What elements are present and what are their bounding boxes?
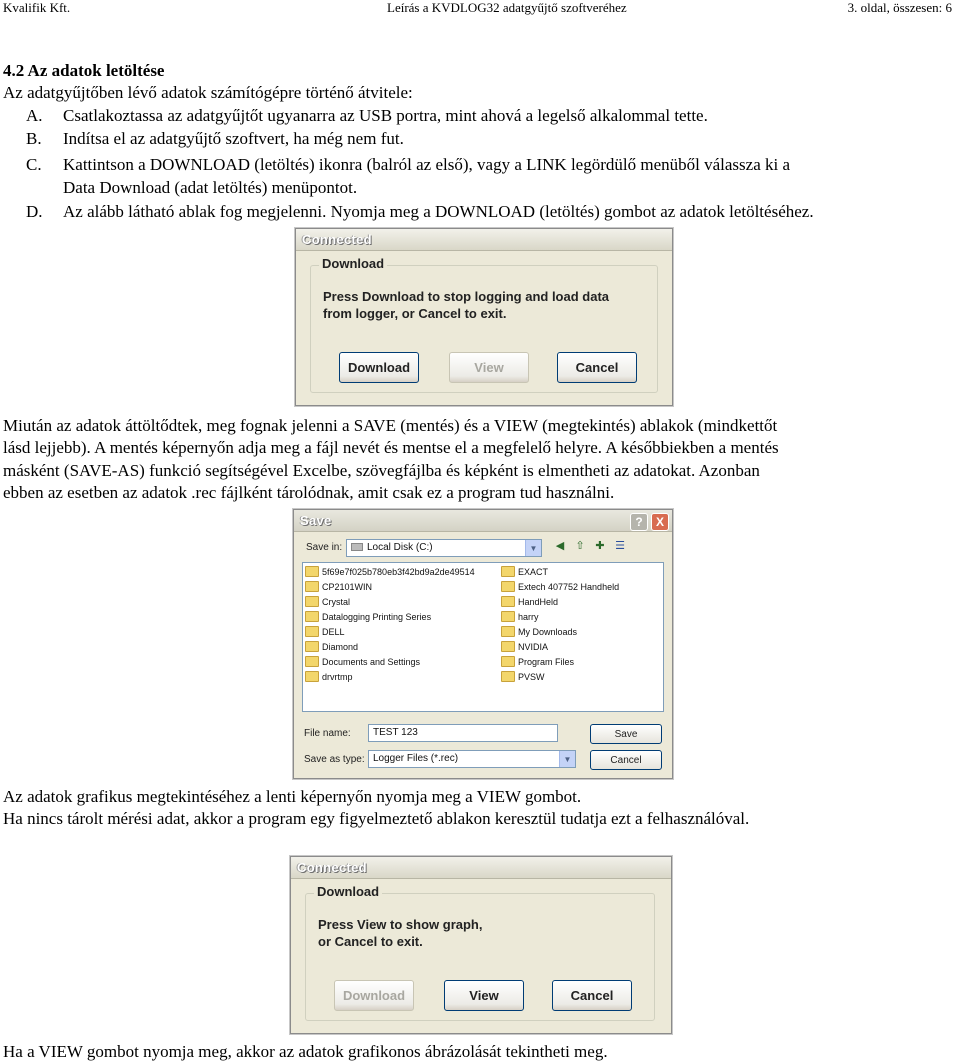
folder-icon — [305, 641, 319, 652]
list-item[interactable]: Documents and Settings — [305, 655, 420, 670]
list-item[interactable]: harry — [501, 610, 539, 625]
list-item[interactable]: HandHeld — [501, 595, 558, 610]
folder-icon — [501, 671, 515, 682]
step-text: Az alább látható ablak fog megjelenni. Nyomja meg a DOWNLOAD (letöltés) gombot az adatok letöltéséhez. — [63, 202, 814, 221]
list-item[interactable]: EXACT — [501, 565, 548, 580]
download-button[interactable]: Download — [334, 980, 414, 1011]
dialog-title: Connected — [297, 860, 367, 875]
list-item[interactable]: Program Files — [501, 655, 574, 670]
cancel-button[interactable]: Cancel — [552, 980, 632, 1011]
list-item[interactable]: DELL — [305, 625, 345, 640]
list-item[interactable]: 5f69e7f025b780eb3f42bd9a2de49514 — [305, 565, 475, 580]
save-in-combo[interactable] — [346, 539, 542, 557]
close-icon[interactable]: X — [651, 513, 669, 531]
folder-icon — [305, 566, 319, 577]
folder-icon — [305, 656, 319, 667]
folder-icon — [501, 611, 515, 622]
help-icon[interactable]: ? — [630, 513, 648, 531]
save-in-label: Save in: — [306, 542, 343, 553]
file-name-field[interactable]: TEST 123 — [368, 724, 558, 742]
chevron-down-icon[interactable]: ▼ — [559, 751, 575, 767]
folder-icon — [501, 596, 515, 607]
title-bar — [296, 229, 672, 251]
connected-dialog — [295, 228, 673, 406]
paragraph-line: ebben az esetben az adatok .rec fájlként tárolódnak, amit csak ez a program tud használni. — [3, 483, 615, 502]
drive-icon — [351, 543, 363, 551]
step-text: Indítsa el az adatgyűjtő szoftvert, ha még nem fut. — [63, 129, 404, 148]
save-as-type-value: Logger Files (*.rec) — [373, 753, 459, 764]
dialog-title: Save — [300, 513, 332, 528]
chevron-down-icon[interactable]: ▼ — [525, 540, 541, 556]
folder-icon — [501, 626, 515, 637]
dialog-message: or Cancel to exit. — [318, 934, 423, 949]
connected-dialog — [290, 856, 672, 1034]
folder-icon — [501, 656, 515, 667]
paragraph-line: Ha nincs tárolt mérési adat, akkor a program egy figyelmeztető ablakon keresztül tudatja ezt a felhasználóval. — [3, 809, 750, 828]
download-button[interactable]: Download — [339, 352, 419, 383]
paragraph-line: másként (SAVE-AS) funkció segítségével Excelbe, szövegfájlba és képként is elmentheti az adatokat. Azonban — [3, 461, 760, 480]
save-as-type-select[interactable] — [368, 750, 576, 768]
save-as-type-label: Save as type: — [304, 754, 365, 765]
dialog-message: Press Download to stop logging and load data — [323, 289, 610, 304]
title-bar — [291, 857, 671, 879]
step-text-continued: Data Download (adat letöltés) menüpontot. — [63, 178, 358, 197]
views-menu-icon[interactable]: ☰ — [615, 539, 625, 552]
list-item[interactable]: CP2101WIN — [305, 580, 372, 595]
view-button[interactable]: View — [444, 980, 524, 1011]
section-title: 4.2 Az adatok letöltése — [3, 61, 165, 80]
group-title: Download — [319, 256, 387, 271]
dialog-title: Connected — [302, 232, 372, 247]
save-in-value: Local Disk (C:) — [367, 542, 433, 553]
footer-text: Ha a VIEW gombot nyomja meg, akkor az adatok grafikonos ábrázolását tekintheti meg. — [3, 1042, 608, 1061]
list-item[interactable]: My Downloads — [501, 625, 577, 640]
folder-icon — [501, 581, 515, 592]
step-text: Csatlakoztassa az adatgyűjtőt ugyanarra az USB portra, mint ahová a legelső alkalommal tette. — [63, 106, 708, 125]
folder-icon — [501, 566, 515, 577]
download-group — [310, 256, 658, 393]
header-left: Kvalifik Kft. — [3, 0, 71, 15]
group-title: Download — [314, 884, 382, 899]
step-label: A. — [26, 106, 43, 125]
step-label: D. — [26, 202, 43, 221]
step-label: C. — [26, 155, 42, 174]
view-button[interactable]: View — [449, 352, 529, 383]
paragraph-line: Miután az adatok áttöltődtek, meg fognak jelenni a SAVE (mentés) és a VIEW (megtekintés) ablakok (mindkettőt — [3, 416, 778, 435]
up-folder-icon[interactable]: ⇧ — [575, 539, 585, 552]
dialog-message: from logger, or Cancel to exit. — [323, 306, 507, 321]
folder-icon — [305, 611, 319, 622]
folder-icon — [305, 596, 319, 607]
header-center: Leírás a KVDLOG32 adatgyűjtő szoftveréhez — [387, 0, 627, 15]
folder-icon — [305, 626, 319, 637]
save-button[interactable]: Save — [590, 724, 662, 744]
list-item[interactable]: drvrtmp — [305, 670, 353, 685]
back-icon[interactable]: ◀ — [555, 539, 565, 552]
section-intro: Az adatgyűjtőben lévő adatok számítógépre történő átvitele: — [3, 83, 413, 102]
paragraph-line: lásd lejjebb). A mentés képernyőn adja meg a fájl nevét és mentse el a megfelelő helyre. A későbbiekben a mentés — [3, 438, 779, 457]
list-item[interactable]: NVIDIA — [501, 640, 548, 655]
folder-icon — [501, 641, 515, 652]
file-name-label: File name: — [304, 728, 351, 739]
download-group — [305, 884, 655, 1021]
step-label: B. — [26, 129, 42, 148]
list-item[interactable]: Datalogging Printing Series — [305, 610, 431, 625]
folder-icon — [305, 671, 319, 682]
cancel-button[interactable]: Cancel — [590, 750, 662, 770]
header-right: 3. oldal, összesen: 6 — [847, 0, 952, 15]
list-item[interactable]: Diamond — [305, 640, 358, 655]
paragraph-line: Az adatok grafikus megtekintéséhez a lenti képernyőn nyomja meg a VIEW gombot. — [3, 787, 582, 806]
cancel-button[interactable]: Cancel — [557, 352, 637, 383]
title-bar — [294, 510, 672, 532]
folder-icon — [305, 581, 319, 592]
list-item[interactable]: Extech 407752 Handheld — [501, 580, 619, 595]
file-list[interactable] — [302, 562, 664, 712]
dialog-message: Press View to show graph, — [318, 917, 483, 932]
list-item[interactable]: Crystal — [305, 595, 350, 610]
new-folder-icon[interactable]: ✚ — [595, 539, 605, 552]
step-text: Kattintson a DOWNLOAD (letöltés) ikonra (balról az első), vagy a LINK legördülő menüből válassza ki a — [63, 155, 791, 174]
list-item[interactable]: PVSW — [501, 670, 545, 685]
